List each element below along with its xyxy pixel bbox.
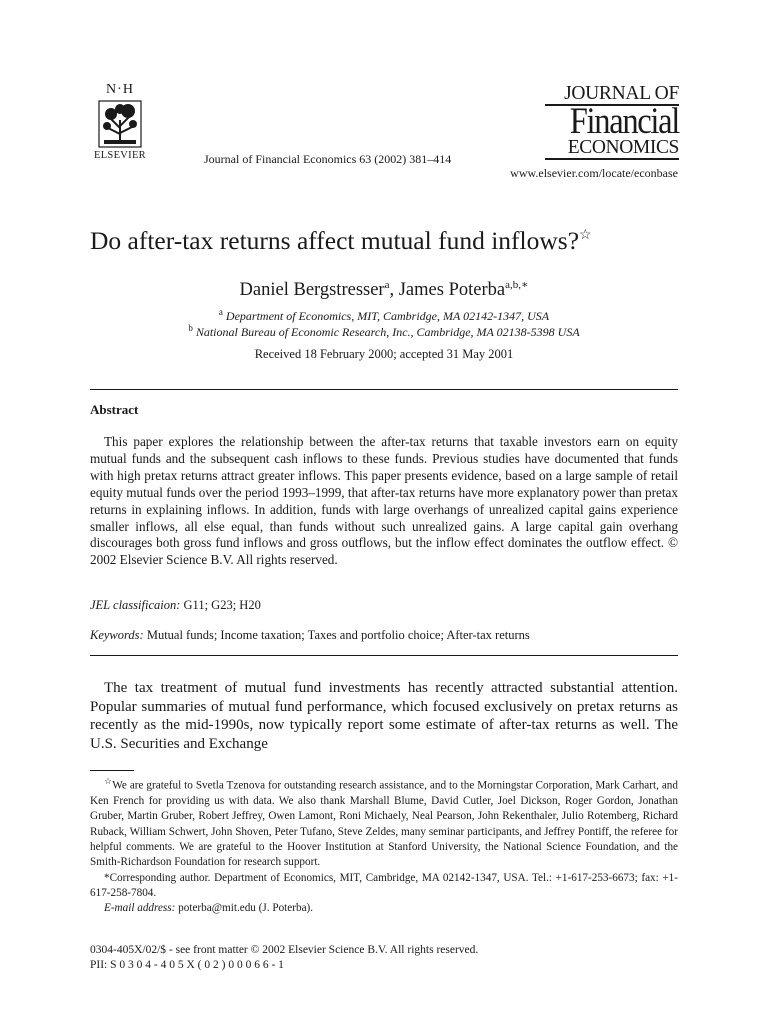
jel-value: G11; G23; H20 <box>180 598 261 612</box>
logo-nh-text: N·H <box>106 82 134 97</box>
jel-classification <box>90 598 261 613</box>
intro-paragraph: The tax treatment of mutual fund investments has recently attracted substantial attention. Popular summaries of mutual fund performance, which focused exclusively on pretax returns as recently as the mid-1990s, now typically report some estimate of after-tax returns as well. The U.S. Securities and Exchange <box>90 680 678 752</box>
affiliation-b <box>90 323 678 340</box>
affiliation-b-mark: b <box>188 323 193 333</box>
email-footnote <box>90 901 678 916</box>
affiliation-a <box>90 307 678 324</box>
author-2: James Poterba <box>398 280 506 301</box>
publisher-name: ELSEVIER <box>94 150 146 161</box>
abstract-top-rule <box>90 389 678 390</box>
acknowledgement-mark: ☆ <box>104 776 113 786</box>
masthead-rule-bottom <box>545 158 679 160</box>
keywords-label: Keywords: <box>90 628 144 642</box>
corresponding-author-footnote: *Corresponding author. Department of Economics, MIT, Cambridge, MA 02142-1347, USA. Tel.: +1-617-253-6673; fax: +1-617-258-7804. <box>90 871 678 899</box>
abstract-bottom-rule <box>90 655 678 656</box>
acknowledgement-footnote <box>90 774 678 871</box>
affiliation-b-text: National Bureau of Economic Research, Inc., Cambridge, MA 02138-5398 USA <box>195 325 580 339</box>
affiliation-a-text: Department of Economics, MIT, Cambridge, MA 02142-1347, USA <box>225 309 550 323</box>
jel-label: JEL classificaion: <box>90 598 181 612</box>
paper-title-text: Do after-tax returns affect mutual fund inflows? <box>90 226 580 255</box>
front-matter <box>90 943 478 973</box>
masthead-line1: JOURNAL OF <box>564 83 679 104</box>
abstract-heading: Abstract <box>90 402 139 417</box>
masthead-line2: Financial <box>569 100 679 142</box>
journal-url[interactable]: www.elsevier.com/locate/econbase <box>510 166 678 180</box>
elsevier-logo <box>90 82 150 166</box>
journal-citation: Journal of Financial Economics 63 (2002) 381–414 <box>204 152 452 166</box>
author-1: Daniel Bergstresser <box>239 280 385 301</box>
masthead-line3: ECONOMICS <box>567 136 679 158</box>
author-list <box>90 278 678 301</box>
email-label: E-mail address: <box>104 902 176 915</box>
email-value[interactable]: poterba@mit.edu (J. Poterba). <box>175 902 314 915</box>
keywords <box>90 628 530 643</box>
issn-line: 0304-405X/02/$ - see front matter © 2002 Elsevier Science B.V. All rights reserved. <box>90 944 479 956</box>
keywords-value: Mutual funds; Income taxation; Taxes and portfolio choice; After-tax returns <box>143 628 530 642</box>
paper-title <box>90 226 592 256</box>
author-separator: , <box>389 280 399 301</box>
journal-masthead <box>545 84 679 157</box>
author-2-affil: a,b,∗ <box>505 279 529 291</box>
elsevier-tree-emblem-icon <box>98 100 142 148</box>
acknowledgement-text: We are grateful to Svetla Tzenova for outstanding research assistance, and to the Morningstar Corporation, Mark Carhart, and Ken French for providing us with data. We also thank Marshall Blume, David Cutler, Joel Dickson, Roger Gordon, Jonathan Gruber, Martin Gruber, Robert Jeffrey, Owen Lamont, Roni Michaely, Neal Pearson, John Rekenthaler, Julio Rotemberg, Richard Ruback, William Schwert, John Shoven, Peter Tufano, Steve Zeldes, many seminar participants, and Jeffrey Pontiff, the referee for helpful comments. We are grateful to the Hoover Institution at Stanford University, the National Science Foundation, and the Smith-Richardson Foundation for research support. <box>90 779 678 869</box>
abstract-body: This paper explores the relationship between the after-tax returns that taxable investors earn on equity mutual funds and the subsequent cash inflows to these funds. Previous studies have documented that funds with high pretax returns attract greater inflows. This paper presents evidence, based on a large sample of retail equity mutual funds over the period 1993–1999, that after-tax returns have more explanatory power than pretax returns in explaining inflows. In addition, funds with large overhangs of unrealized capital gains experience smaller inflows, all else equal, than funds without such unrealized gains. A large capital gain overhang discourages both gross fund inflows and gross outflows, but the inflow effect dominates the outflow effect. © 2002 Elsevier Science B.V. All rights reserved. <box>90 434 678 568</box>
footnotes <box>90 774 678 916</box>
footnote-rule <box>90 770 134 771</box>
received-dates: Received 18 February 2000; accepted 31 May 2001 <box>254 347 514 361</box>
title-footnote-mark: ☆ <box>579 228 592 243</box>
pii-line: PII: S 0 3 0 4 - 4 0 5 X ( 0 2 ) 0 0 0 6 6 - 1 <box>90 959 284 971</box>
affiliation-a-mark: a <box>218 307 223 317</box>
author-1-affil: a <box>384 279 390 291</box>
